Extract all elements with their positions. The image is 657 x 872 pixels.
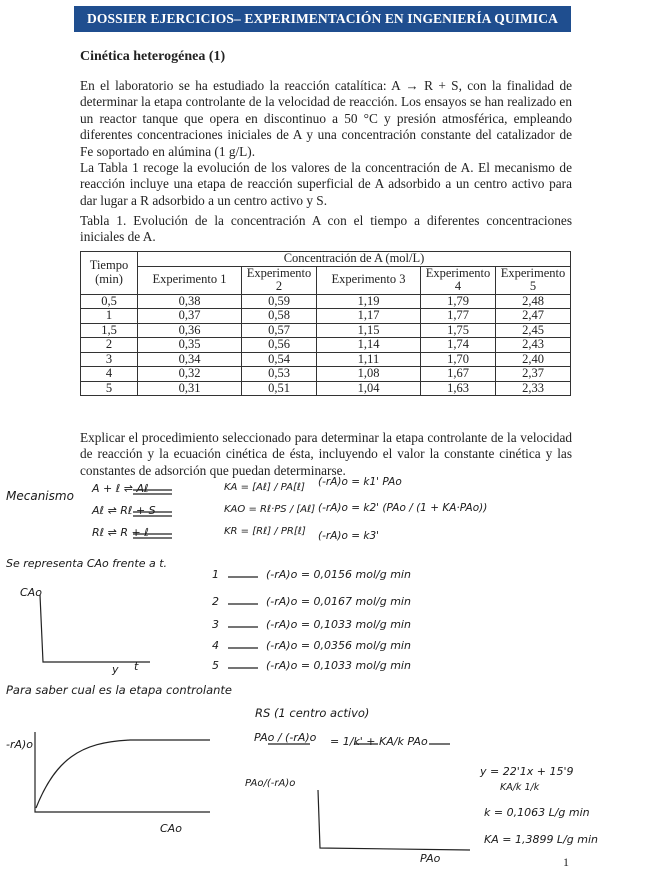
ka-value: KA = 1,3899 L/g min <box>484 833 598 846</box>
header-exp-1: Experimento 1 <box>138 266 242 294</box>
time-cell: 3 <box>81 352 138 367</box>
rate-result-exp-number: 5 <box>212 659 219 672</box>
concentration-cell: 1,14 <box>317 338 421 353</box>
mechanism-step-2: Aℓ ⇌ Rℓ + S <box>92 504 156 517</box>
header-exp-4: Experimento 4 <box>421 266 496 294</box>
concentration-cell: 2,43 <box>496 338 571 353</box>
graph3-axes <box>318 790 470 850</box>
time-cell: 1,5 <box>81 323 138 338</box>
k-value: k = 0,1063 L/g min <box>484 806 590 819</box>
concentration-cell: 1,74 <box>421 338 496 353</box>
rs-label: RS (1 centro activo) <box>255 706 370 720</box>
graph2-xlabel: CAo <box>160 822 182 835</box>
question-text: Explicar el procedimiento seleccionado para determinar la etapa controlante de la velocidad de reacción y la ecuación cinética de ésta, incluyendo el valor la constante cinética y las constantes de adsorción que puedan determinarse. <box>80 430 572 478</box>
concentration-cell: 1,70 <box>421 352 496 367</box>
mechanism-step-3: Rℓ ⇌ R + ℓ <box>92 526 149 539</box>
fit-equation: y = 22'1x + 15'9 <box>480 765 574 778</box>
time-cell: 5 <box>81 381 138 396</box>
rate-result-value: (-rA)o = 0,0356 mol/g min <box>266 639 411 652</box>
time-cell: 4 <box>81 367 138 382</box>
equilibrium-constant-1: KA = [Aℓ] / PA[ℓ] <box>224 482 305 493</box>
represent-label: Se representa CAo frente a t. <box>6 557 168 570</box>
concentration-cell: 1,04 <box>317 381 421 396</box>
concentration-cell: 2,47 <box>496 309 571 324</box>
concentration-cell: 1,19 <box>317 294 421 309</box>
time-cell: 1 <box>81 309 138 324</box>
header-concentration-group: Concentración de A (mol/L) <box>138 252 571 267</box>
linear-equation-rhs: = 1/k' + KA/k PAo <box>330 735 428 748</box>
header-exp-3: Experimento 3 <box>317 266 421 294</box>
graph2-curve <box>36 740 210 808</box>
fit-equation-labels: KA/k 1/k <box>500 782 540 793</box>
intro-paragraph-2: La Tabla 1 recoge la evolución de los valores de la concentración de A. El mecanismo de reacción incluye una etapa de reacción superficial de A adsorbido a un centro activo para dar lugar a R adsorbido a un centro activo y S. <box>80 160 572 208</box>
rate-result-exp-number: 1 <box>212 568 219 581</box>
para-saber-label: Para saber cual es la etapa controlante <box>6 683 233 697</box>
concentration-cell: 2,40 <box>496 352 571 367</box>
header-exp-2: Experimento 2 <box>242 266 317 294</box>
concentration-cell: 1,15 <box>317 323 421 338</box>
linear-equation-lhs: PAo / (-rA)o <box>254 731 317 744</box>
concentration-cell: 0,34 <box>138 352 242 367</box>
rate-result-value: (-rA)o = 0,0167 mol/g min <box>266 595 411 608</box>
graph1-xlabel: t <box>134 660 139 673</box>
concentration-cell: 0,56 <box>242 338 317 353</box>
graph1-xlabel-y: y <box>112 663 119 676</box>
rate-law-2: (-rA)o = k2' (PAo / (1 + KA·PAo)) <box>318 502 488 514</box>
graph1-ylabel: CAo <box>20 586 42 599</box>
graph2-ylabel: -rA)o <box>6 738 34 751</box>
header-time: Tiempo (min) <box>81 252 138 295</box>
graph3-ylabel: PAo/(-rA)o <box>245 778 296 789</box>
concentration-cell: 0,38 <box>138 294 242 309</box>
rate-result-value: (-rA)o = 0,1033 mol/g min <box>266 618 411 631</box>
document-banner: DOSSIER EJERCICIOS– EXPERIMENTACIÓN EN INGENIERÍA QUIMICA <box>74 6 571 32</box>
time-cell: 0,5 <box>81 294 138 309</box>
concentration-cell: 0,57 <box>242 323 317 338</box>
header-exp-5: Experimento 5 <box>496 266 571 294</box>
concentration-cell: 2,48 <box>496 294 571 309</box>
equilibrium-constant-2: KAO = Rℓ·PS / [Aℓ] <box>224 504 316 515</box>
concentration-cell: 0,53 <box>242 367 317 382</box>
concentration-cell: 0,59 <box>242 294 317 309</box>
concentration-cell: 2,33 <box>496 381 571 396</box>
time-cell: 2 <box>81 338 138 353</box>
rate-law-1: (-rA)o = k1' PAo <box>318 476 402 488</box>
graph1-axes <box>40 595 150 662</box>
concentration-cell: 0,54 <box>242 352 317 367</box>
intro-paragraph-1: En el laboratorio se ha estudiado la reacción catalítica: A → R + S, con la finalidad de determinar la etapa controlante de la velocidad de reacción. Los ensayos se han realizado en un reactor tanque que opera en discontinuo a 50 °C y presión atmosférica, empleando diferentes concentraciones iniciales de A y una concentración constante del catalizador de Fe soportado en alúmina (1 g/L). <box>80 78 572 159</box>
table-caption: Tabla 1. Evolución de la concentración A con el tiempo a diferentes concentraciones iniciales de A. <box>80 213 572 245</box>
concentration-cell: 1,79 <box>421 294 496 309</box>
graph2-axes <box>35 732 210 812</box>
rate-result-exp-number: 4 <box>212 639 219 652</box>
section-title: Cinética heterogénea (1) <box>80 49 226 64</box>
mecanismo-label: Mecanismo <box>6 489 74 503</box>
concentration-cell: 1,63 <box>421 381 496 396</box>
mechanism-step-1: A + ℓ ⇌ Aℓ <box>92 482 149 495</box>
rate-result-exp-number: 2 <box>212 595 219 608</box>
concentration-cell: 0,37 <box>138 309 242 324</box>
result-arrows <box>228 577 258 668</box>
equilibrium-constant-3: KR = [Rℓ] / PR[ℓ] <box>224 526 306 537</box>
rate-result-value: (-rA)o = 0,1033 mol/g min <box>266 659 411 672</box>
page-number: 1 <box>563 855 569 869</box>
concentration-cell: 1,11 <box>317 352 421 367</box>
concentration-cell: 0,36 <box>138 323 242 338</box>
concentration-cell: 2,45 <box>496 323 571 338</box>
concentration-cell: 0,35 <box>138 338 242 353</box>
concentration-cell: 1,67 <box>421 367 496 382</box>
concentration-cell: 0,51 <box>242 381 317 396</box>
concentration-cell: 1,75 <box>421 323 496 338</box>
concentration-cell: 0,58 <box>242 309 317 324</box>
graph3-xlabel: PAo <box>420 852 441 865</box>
concentration-cell: 2,37 <box>496 367 571 382</box>
concentration-cell: 0,31 <box>138 381 242 396</box>
concentration-cell: 1,17 <box>317 309 421 324</box>
rate-result-exp-number: 3 <box>212 618 219 631</box>
rate-law-3: (-rA)o = k3' <box>318 530 380 542</box>
rate-result-value: (-rA)o = 0,0156 mol/g min <box>266 568 411 581</box>
concentration-cell: 0,32 <box>138 367 242 382</box>
concentration-cell: 1,08 <box>317 367 421 382</box>
concentration-cell: 1,77 <box>421 309 496 324</box>
